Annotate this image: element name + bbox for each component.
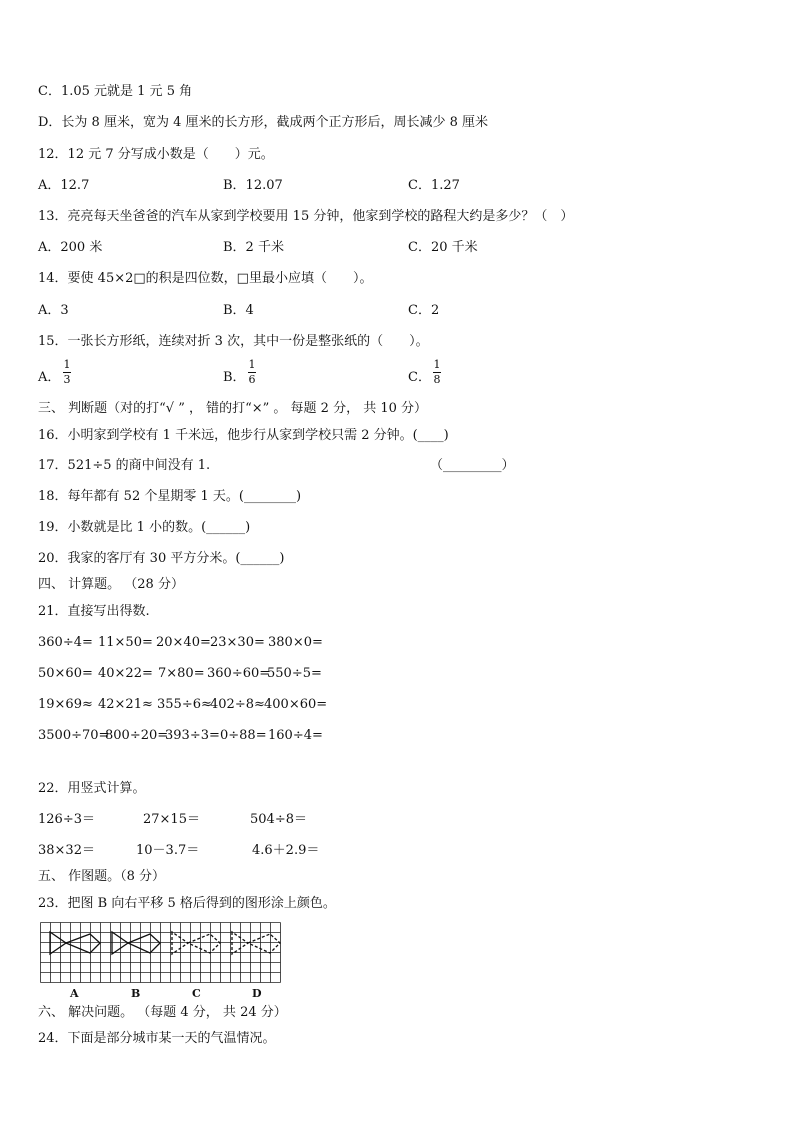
calc-item: 11×50= xyxy=(98,635,153,650)
calc-item: 38×32＝ xyxy=(38,843,95,858)
q12-option-a: A．12.7 xyxy=(38,178,90,193)
shape-c xyxy=(172,932,220,954)
q15-option-b-fraction xyxy=(248,359,256,386)
calc-item: 23×30= xyxy=(210,635,265,650)
translation-grid-figure xyxy=(40,922,282,984)
calc-item: 3500÷70= xyxy=(38,728,110,743)
calc-item: 360÷4= xyxy=(38,635,93,650)
figure-label-c: C xyxy=(192,987,201,1000)
fraction-numerator: 1 xyxy=(433,358,441,371)
calc-item: 27×15＝ xyxy=(143,812,200,827)
calc-item: 50×60= xyxy=(38,666,93,681)
calc-item: 400×60= xyxy=(264,697,328,712)
shape-a xyxy=(50,932,100,954)
question-19: 19．小数就是比 1 小的数。(______) xyxy=(38,520,251,535)
calc-item: 550÷5= xyxy=(267,666,322,681)
q15-option-b-label: B． xyxy=(223,370,246,385)
calc-item: 19×69≈ xyxy=(38,697,93,712)
fraction-denominator: 6 xyxy=(248,373,256,386)
question-22: 22．用竖式计算。 xyxy=(38,781,146,796)
option-d-prev: D．长为 8 厘米，宽为 4 厘米的长方形，截成两个正方形后，周长减少 8 厘米 xyxy=(38,115,489,130)
calc-item: 380×0= xyxy=(268,635,323,650)
calc-item: 4.6＋2.9＝ xyxy=(252,843,320,858)
shape-d xyxy=(232,932,280,954)
figure-label-d: D xyxy=(252,987,262,1000)
calc-item: 800÷20= xyxy=(105,728,169,743)
question-16: 16．小明家到学校有 1 千米远，他步行从家到学校只需 2 分钟。(____) xyxy=(38,428,449,443)
q13-option-a: A．200 米 xyxy=(38,240,103,255)
question-21: 21．直接写出得数. xyxy=(38,604,150,619)
calc-item: 40×22= xyxy=(98,666,153,681)
calc-item: 10－3.7＝ xyxy=(136,843,200,858)
fraction-numerator: 1 xyxy=(248,358,256,371)
question-24: 24．下面是部分城市某一天的气温情况。 xyxy=(38,1031,276,1046)
q14-option-a: A．3 xyxy=(38,303,69,318)
figure-label-a: A xyxy=(70,987,79,1000)
calc-item: 7×80= xyxy=(158,666,205,681)
q14-option-c: C．2 xyxy=(408,303,440,318)
calc-item: 360÷60= xyxy=(207,666,271,681)
question-17: 17．521÷5 的商中间没有 1. xyxy=(38,458,211,473)
question-23: 23．把图 B 向右平移 5 格后得到的图形涂上颜色。 xyxy=(38,896,336,911)
fraction-numerator: 1 xyxy=(63,358,71,371)
calc-item: 42×21≈ xyxy=(98,697,153,712)
question-15: 15．一张长方形纸，连续对折 3 次，其中一份是整张纸的（ ）。 xyxy=(38,334,429,349)
fraction-denominator: 8 xyxy=(433,373,441,386)
shape-b xyxy=(112,932,160,954)
q13-option-b: B．2 千米 xyxy=(223,240,284,255)
fraction-denominator: 3 xyxy=(63,373,71,386)
q15-option-c-fraction xyxy=(433,359,441,386)
option-c-prev: C．1.05 元就是 1 元 5 角 xyxy=(38,84,193,99)
question-18: 18．每年都有 52 个星期零 1 天。(________) xyxy=(38,489,302,504)
q12-option-b: B．12.07 xyxy=(223,178,283,193)
q15-option-a-label: A． xyxy=(38,370,61,385)
question-14: 14．要使 45×2□的积是四位数，□里最小应填（ ）。 xyxy=(38,271,373,286)
q14-option-b: B．4 xyxy=(223,303,254,318)
q17-blank: （_________） xyxy=(430,458,515,473)
question-12: 12．12 元 7 分写成小数是（ ）元。 xyxy=(38,147,274,162)
section-5-heading: 五、 作图题。（8 分） xyxy=(38,869,166,884)
calc-item: 504÷8＝ xyxy=(250,812,307,827)
q15-option-c-label: C． xyxy=(408,370,431,385)
q12-option-c: C．1.27 xyxy=(408,178,460,193)
question-13: 13．亮亮每天坐爸爸的汽车从家到学校要用 15 分钟，他家到学校的路程大约是多少？（ ） xyxy=(38,209,574,224)
section-4-heading: 四、 计算题。 （28 分） xyxy=(38,577,184,592)
q13-option-c: C．20 千米 xyxy=(408,240,478,255)
section-3-heading: 三、 判断题（对的打“√ ” ， 错的打“×” 。 每题 2 分， 共 10 分） xyxy=(38,401,428,416)
section-6-heading: 六、 解决问题。 （每题 4 分， 共 24 分） xyxy=(38,1005,287,1020)
calc-item: 126÷3＝ xyxy=(38,812,95,827)
grid-lines xyxy=(41,923,281,983)
figure-label-b: B xyxy=(131,987,141,1000)
calc-item: 393÷3= xyxy=(165,728,220,743)
calc-item: 402÷8≈ xyxy=(210,697,265,712)
calc-item: 160÷4= xyxy=(268,728,323,743)
calc-item: 355÷6≈ xyxy=(157,697,212,712)
q15-option-a-fraction xyxy=(63,359,71,386)
calc-item: 20×40= xyxy=(156,635,211,650)
calc-item: 0÷88= xyxy=(220,728,267,743)
question-20: 20．我家的客厅有 30 平方分米。(______) xyxy=(38,551,285,566)
